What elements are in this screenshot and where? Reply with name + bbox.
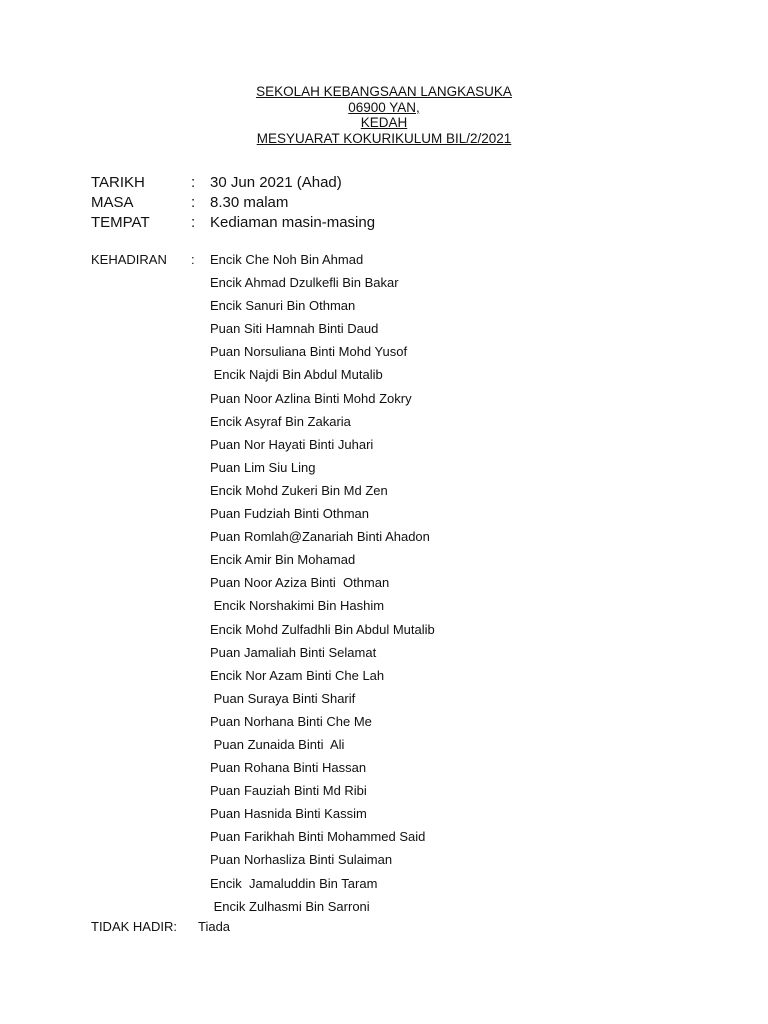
attendee-name: Puan Norhasliza Binti Sulaiman (210, 852, 393, 868)
attendee-name: Puan Hasnida Binti Kassim (210, 806, 367, 822)
attendee-name: Puan Fauziah Binti Md Ribi (210, 783, 367, 799)
absent-label: TIDAK HADIR: (91, 919, 177, 934)
attendee-name: Puan Norhana Binti Che Me (210, 713, 372, 729)
attendee-name: Puan Noor Aziza Binti Othman (210, 575, 390, 591)
time-value: 8.30 malam (210, 194, 289, 211)
attendee-name: Puan Fudziah Binti Othman (210, 506, 369, 522)
date-value: 30 Jun 2021 (Ahad) (210, 174, 342, 191)
attendee-name: Encik Jamaluddin Bin Taram (210, 875, 378, 891)
attendee-name: Encik Mohd Zukeri Bin Md Zen (210, 482, 388, 498)
document-header (0, 84, 768, 146)
attendee-name: Puan Farikhah Binti Mohammed Said (210, 829, 426, 845)
attendee-name: Encik Nor Azam Binti Che Lah (210, 667, 385, 683)
attendee-name: Puan Jamaliah Binti Selamat (210, 644, 377, 660)
attendee-name: Puan Noor Azlina Binti Mohd Zokry (210, 390, 412, 406)
attendee-name: Encik Che Noh Bin Ahmad (210, 252, 364, 267)
attendee-name: Puan Romlah@Zanariah Binti Ahadon (210, 529, 430, 545)
absent-value: Tiada (198, 919, 231, 934)
attendee-name: Encik Mohd Zulfadhli Bin Abdul Mutalib (210, 621, 435, 637)
attendee-name: Puan Siti Hamnah Binti Daud (210, 321, 379, 337)
school-state: KEDAH (360, 115, 408, 130)
date-label: TARIKH (91, 174, 145, 191)
attendance-colon: : (191, 252, 195, 267)
meeting-title: MESYUARAT KOKURIKULUM BIL/2/2021 (256, 130, 512, 146)
attendee-name: Puan Zunaida Binti Ali (210, 736, 345, 752)
attendee-name: Encik Ahmad Dzulkefli Bin Bakar (210, 275, 399, 291)
school-postcode: 06900 YAN, (348, 99, 420, 115)
place-label: TEMPAT (91, 214, 150, 231)
place-colon: : (191, 214, 196, 231)
attendance-list (210, 250, 435, 920)
attendee-name: Puan Suraya Binti Sharif (210, 690, 356, 706)
attendee-name: Encik Najdi Bin Abdul Mutalib (210, 367, 383, 383)
attendee-name: Encik Asyraf Bin Zakaria (210, 413, 351, 429)
attendance-label: KEHADIRAN (91, 252, 167, 267)
time-label: MASA (91, 194, 134, 211)
attendee-name: Puan Rohana Binti Hassan (210, 760, 367, 776)
attendee-name: Puan Lim Siu Ling (210, 459, 316, 475)
attendee-name: Encik Sanuri Bin Othman (210, 298, 356, 314)
attendee-name: Encik Amir Bin Mohamad (210, 552, 356, 568)
attendee-name: Puan Nor Hayati Binti Juhari (210, 436, 374, 452)
attendee-name: Encik Zulhasmi Bin Sarroni (210, 898, 370, 914)
attendee-name: Puan Norsuliana Binti Mohd Yusof (210, 344, 408, 360)
date-colon: : (191, 174, 196, 191)
attendee-name: Encik Norshakimi Bin Hashim (210, 598, 385, 614)
time-colon: : (191, 194, 196, 211)
place-value: Kediaman masin-masing (210, 214, 376, 231)
school-name: SEKOLAH KEBANGSAAN LANGKASUKA (256, 84, 512, 99)
